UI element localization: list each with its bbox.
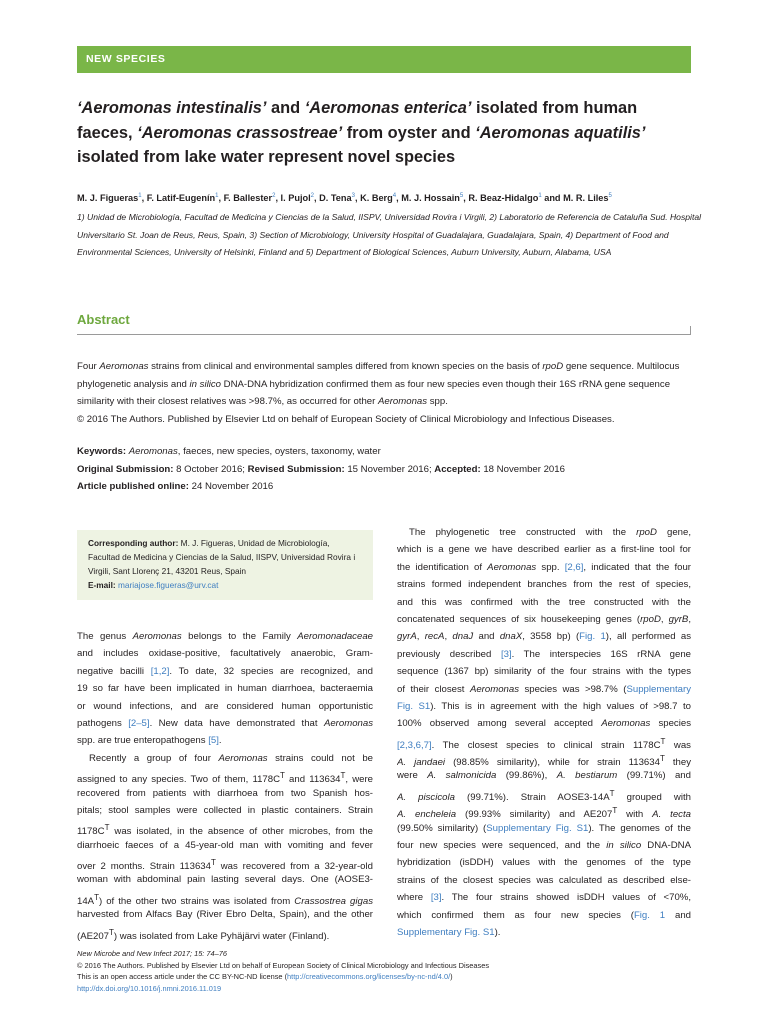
- abstract-divider-end: [690, 326, 691, 335]
- supplementary-link[interactable]: Supplementary: [626, 683, 691, 695]
- body-line: pitals; stool samples were collected in plastic containers. Strain: [77, 804, 373, 816]
- body-line: four new species were sequenced, and the in silico DNA-DNA: [397, 840, 691, 852]
- author-list: M. J. Figueras$^1$, F. Latif-Eugenín$^1$, F. Ballester$^2$, I. Pujol$^2$, D. Tena$^3$, K. Berg$^4$, M. J. Hossain$^5$, R. Beaz-Hidalgo$^1$ and M. R. Liles$^5$: [77, 193, 612, 204]
- body-line: Supplementary Fig. S1).: [397, 926, 501, 938]
- email-link[interactable]: mariajose.figueras@urv.cat: [117, 580, 219, 590]
- figure-link[interactable]: Fig. 1: [579, 631, 606, 643]
- body-line: and this was confirmed with the tree constructed with the: [397, 596, 691, 608]
- doi-line: [77, 983, 691, 995]
- corresponding-line: Facultad de Medicina y Ciencias de la Salud, IISPV, Universidad Rovira i: [88, 552, 356, 562]
- abstract-line: phylogenetic analysis and in silico DNA-DNA hybridization confirmed them as four new species even though their 16S rRNA gene sequence: [77, 378, 671, 390]
- citation-link[interactable]: [3]: [500, 648, 512, 660]
- section-banner: [77, 46, 691, 73]
- body-line: which confirmed them as four new species (Fig. 1 and: [397, 909, 691, 921]
- email-label: E-mail:: [88, 580, 116, 590]
- keywords-label: Keywords:: [77, 446, 127, 457]
- affiliations: [77, 209, 702, 262]
- body-line: strains formed independent branches from the rest of species,: [397, 579, 691, 591]
- abstract-line: Four Aeromonas strains from clinical and environmental samples differed from known species on the basis of rpoD gene sequence. Multilocus: [77, 361, 680, 372]
- affiliation-line: Environmental Sciences, University of Helsinki, Finland and 5) Department of Biological Sciences, Auburn University, Auburn, Alabama, USA: [77, 247, 612, 257]
- citation-link[interactable]: [3]: [430, 892, 442, 904]
- corresponding-label: Corresponding author:: [88, 538, 179, 548]
- body-line: or wound infections, and are considered human opportunistic: [77, 700, 373, 712]
- footer-copyright: © 2016 The Authors. Published by Elsevier Ltd on behalf of European Society of Clinical Microbiology and Infectious Diseases: [77, 960, 490, 970]
- accepted-label: Accepted:: [434, 463, 481, 475]
- email-line: [88, 578, 373, 592]
- body-line: (99.50% similarity) (Supplementary Fig. S1). The genomes of the: [397, 822, 691, 834]
- revised-submission-label: Revised Submission:: [247, 463, 345, 475]
- body-line: harvested from Alfacs Bay (River Ebro Delta, Spain), and the other: [77, 909, 373, 921]
- supplementary-link[interactable]: Supplementary Fig. S1: [397, 926, 495, 938]
- body-line: hybridization (isDDH) values with the genomes of the type: [397, 857, 691, 869]
- body-line: concatenated sequences of six housekeeping genes (rpoD, gyrB,: [397, 613, 691, 625]
- body-line: Recently a group of four Aeromonas strains could not be: [89, 752, 373, 764]
- license-suffix: ): [450, 972, 453, 982]
- supplementary-link[interactable]: Fig. S1: [397, 700, 431, 712]
- license-prefix: This is an open access article under the CC BY-NC-ND license (: [77, 972, 288, 982]
- doi-link[interactable]: http://dx.doi.org/10.1016/j.nmni.2016.11.019: [77, 983, 222, 993]
- keywords-line: Keywords: Aeromonas, faeces, new species, oysters, taxonomy, water: [77, 446, 381, 457]
- body-line: $14A^T$) of the other two strains was isolated from Crassostrea gigas: [77, 892, 373, 907]
- citation-link[interactable]: [2,3,6,7]: [397, 739, 432, 751]
- body-line: gyrA, recA, dnaJ and dnaX, 3558 bp) (Fig. 1), all performed as: [397, 631, 691, 643]
- published-line: [77, 478, 691, 496]
- body-line: woman with abdominal pain lasting several days. One (AOSE3-: [77, 874, 373, 886]
- supplementary-link[interactable]: Supplementary Fig. S1: [486, 822, 589, 834]
- body-line: The phylogenetic tree constructed with the rpoD gene,: [409, 527, 691, 538]
- citation-link[interactable]: [2–5]: [128, 717, 150, 729]
- body-line: where [3]. The four strains showed isDDH values of <70%,: [397, 892, 691, 904]
- abstract-heading: Abstract: [77, 312, 130, 327]
- body-line: The genus Aeromonas belongs to the Family Aeromonadaceae: [77, 631, 373, 642]
- title-line: faeces, ‘Aeromonas crassostreae’ from oyster and ‘Aeromonas aquatilis’: [77, 123, 646, 142]
- license-link[interactable]: http://creativecommons.org/licenses/by-nc-nd/4.0/: [287, 972, 451, 982]
- affiliation-line: Universitario St. Joan de Reus, Reus, Spain, 3) Section of Microbiology, University Hospital of Guadalajara, Guadalajara, Spain, 4) Department of Food and: [77, 229, 669, 240]
- body-line: which is a gene we have described earlier as a first-line tool for: [397, 544, 691, 556]
- body-line: Fig. S1). This is in agreement with the high values of >98.7 to: [397, 700, 691, 712]
- body-line: pathogens [2–5]. New data have demonstrated that Aeromonas: [77, 717, 373, 729]
- figure-link[interactable]: Fig. 1: [633, 909, 666, 921]
- body-line: of their closest Aeromonas species was >98.7% (Supplementary: [397, 683, 691, 695]
- published-label: Article published online:: [77, 481, 189, 493]
- body-line: strains of the closest species was calculated as described else-: [397, 874, 691, 886]
- original-submission-label: Original Submission:: [77, 463, 174, 475]
- original-submission-date: 8 October 2016;: [176, 463, 245, 475]
- affiliation-line: 1) Unidad de Microbiología, Facultad de Medicina y Ciencias de la Salud, IISPV, Universidad Rovira i Virgili, 2) Laboratorio de Referencia de Cataluña Sud. Hospital: [77, 212, 702, 222]
- accepted-date: 18 November 2016: [483, 463, 565, 475]
- body-line: recovered from patients with diarrhoea from two Spanish hos-: [77, 787, 373, 799]
- body-line: and includes oxidase-positive, facultatively anaerobic, Gram-: [77, 648, 373, 660]
- abstract-line: similarity with their closest relatives was >98.7%, as occurred for other Aeromonas spp.: [77, 396, 448, 408]
- citation-link[interactable]: [2,6]: [564, 561, 584, 573]
- abstract-divider: [77, 334, 691, 335]
- corresponding-author-box: [77, 530, 373, 600]
- corresponding-line: [88, 536, 373, 550]
- journal-citation: New Microbe and New Infect 2017; 15: 74–76: [77, 949, 227, 958]
- section-label: NEW SPECIES: [86, 53, 166, 65]
- page-footer: [77, 948, 691, 994]
- body-line: 100% observed among several accepted Aeromonas species: [397, 718, 691, 730]
- body-line: over 2 months. Strain $113634^T$ was recovered from a 32-year-old: [77, 858, 373, 872]
- body-line: previously described [3]. The interspecies 16S rRNA gene: [397, 648, 691, 660]
- license-line: [77, 971, 691, 983]
- body-line: were A. salmonicida (99.86%), A. bestiarum (99.71%) and: [397, 770, 691, 782]
- corresponding-line: Virgili, Sant Llorenç 21, 43201 Reus, Spain: [88, 566, 247, 576]
- body-line: spp. are true enteropathogens [5].: [77, 735, 222, 747]
- title-line: ‘Aeromonas intestinalis’ and ‘Aeromonas enterica’ isolated from human: [77, 99, 638, 117]
- body-line: [2,3,6,7]. The closest species to clinical strain $1178C^T$ was: [397, 736, 691, 751]
- body-line: A. encheleia (99.93% similarity) and $AE207^T$ with A. tecta: [397, 806, 691, 820]
- left-column: [77, 628, 373, 941]
- body-line: A. piscicola (99.71%). Strain $AOSE3-14A^T$ grouped with: [397, 788, 691, 803]
- corresponding-text: M. J. Figueras, Unidad de Microbiología,: [180, 538, 330, 548]
- body-line: $(AE207^T)$ was isolated from Lake Pyhäjärvi water (Finland).: [77, 927, 330, 942]
- body-line: A. jandaei (98.85% similarity), while for strain $113634^T$ they: [397, 754, 691, 768]
- article-title: [77, 96, 691, 170]
- citation-link[interactable]: [5]: [208, 735, 219, 747]
- submission-line: [77, 461, 691, 479]
- abstract-body: [77, 358, 691, 428]
- body-line: the identification of Aeromonas spp. [2,6], indicated that the four: [397, 561, 691, 573]
- right-column: [397, 524, 691, 941]
- body-line: negative bacilli [1,2]. To date, 32 species are recognized, and: [77, 665, 373, 677]
- title-line: isolated from lake water represent novel species: [77, 148, 456, 166]
- body-line: sequence (1367 bp) similarity of the four strains with the types: [397, 666, 691, 678]
- abstract-copyright: © 2016 The Authors. Published by Elsevier Ltd on behalf of European Society of Clinical Microbiology and Infectious Diseases.: [77, 413, 615, 425]
- body-line: assigned to any species. Two of them, $1178C^T$ and $113634^T$, were: [77, 771, 373, 785]
- published-date: 24 November 2016: [191, 481, 274, 493]
- body-line: diarrhoeic faeces of a 45-year-old man with vomiting and fever: [77, 839, 373, 851]
- body-line: 19 so far have been implicated in human diarrhoea, bacteraemia: [77, 683, 373, 695]
- citation-link[interactable]: [1,2]: [150, 665, 170, 677]
- revised-submission-date: 15 November 2016;: [347, 463, 432, 475]
- article-meta: [77, 443, 691, 496]
- body-line: $1178C^T$ was isolated, in the absence of other microbes, from the: [77, 823, 373, 837]
